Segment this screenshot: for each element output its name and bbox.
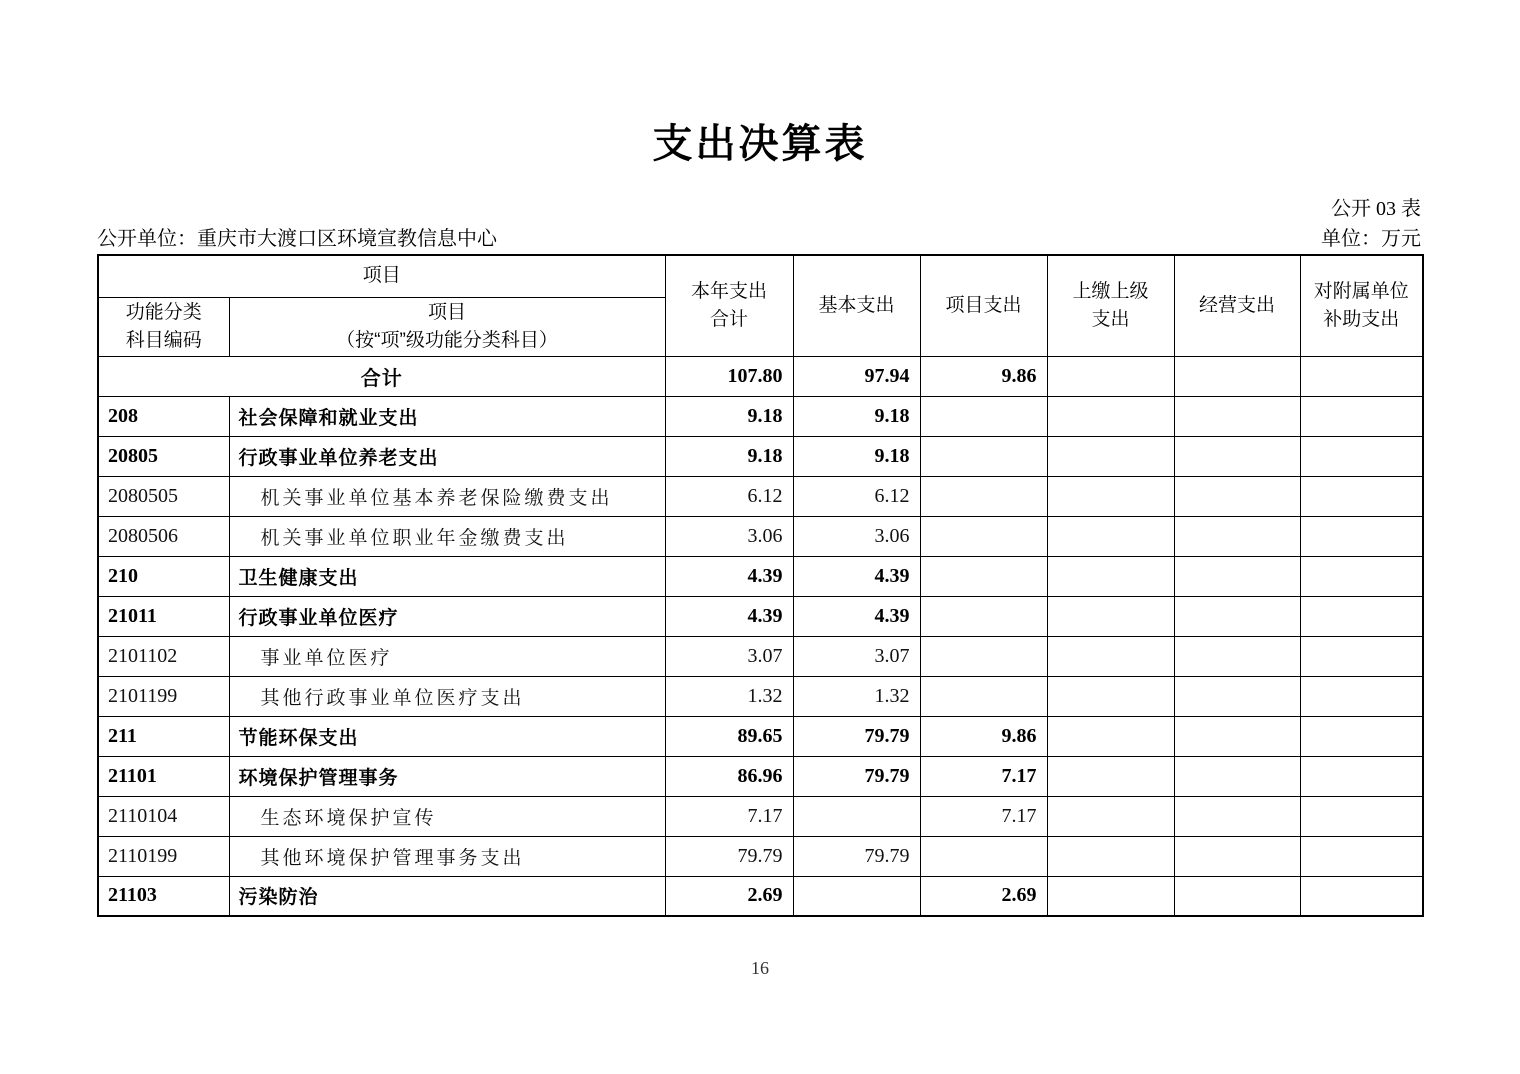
row-name: 行政事业单位医疗	[229, 596, 665, 636]
row-upper-value	[1047, 716, 1174, 756]
total-row-operating	[1174, 356, 1300, 396]
row-subsidy-value	[1300, 876, 1423, 916]
row-project-value	[920, 676, 1047, 716]
row-subsidy-value	[1300, 476, 1423, 516]
row-total-value: 4.39	[665, 596, 793, 636]
row-project-value	[920, 396, 1047, 436]
row-total-value: 9.18	[665, 436, 793, 476]
table-row	[98, 636, 1423, 676]
header-project-expenditure: 项目支出	[920, 255, 1047, 356]
row-basic-value: 9.18	[793, 396, 920, 436]
row-name: 社会保障和就业支出	[229, 396, 665, 436]
row-total-value: 6.12	[665, 476, 793, 516]
publishing-unit-label: 公开单位：重庆市大渡口区环境宣教信息中心	[97, 228, 497, 250]
row-basic-value: 6.12	[793, 476, 920, 516]
row-name: 机关事业单位基本养老保险缴费支出	[229, 476, 665, 516]
row-operating-value	[1174, 716, 1300, 756]
row-basic-value: 79.79	[793, 756, 920, 796]
total-row-basic: 97.94	[793, 356, 920, 396]
total-row	[98, 356, 1423, 396]
row-total-value: 4.39	[665, 556, 793, 596]
row-upper-value	[1047, 436, 1174, 476]
row-name: 行政事业单位养老支出	[229, 436, 665, 476]
row-code: 208	[98, 396, 229, 436]
header-line: 项目	[428, 301, 467, 323]
row-name: 生态环境保护宣传	[229, 796, 665, 836]
row-upper-value	[1047, 596, 1174, 636]
row-basic-value: 1.32	[793, 676, 920, 716]
row-name: 事业单位医疗	[229, 636, 665, 676]
row-operating-value	[1174, 436, 1300, 476]
header-line: （按“项”级功能分类科目）	[336, 329, 558, 351]
row-operating-value	[1174, 476, 1300, 516]
row-subsidy-value	[1300, 396, 1423, 436]
row-basic-value: 79.79	[793, 716, 920, 756]
total-row-subsidy	[1300, 356, 1423, 396]
table-row	[98, 556, 1423, 596]
row-code: 2110104	[98, 796, 229, 836]
header-line: 科目编码	[125, 329, 202, 351]
header-line: 对附属单位	[1313, 281, 1409, 303]
row-project-value	[920, 556, 1047, 596]
row-basic-value	[793, 876, 920, 916]
row-total-value: 3.06	[665, 516, 793, 556]
table-row	[98, 676, 1423, 716]
page-title: 支出决算表	[652, 122, 868, 166]
table-row	[98, 716, 1423, 756]
row-code: 2101199	[98, 676, 229, 716]
row-code: 2101102	[98, 636, 229, 676]
row-code: 21103	[98, 876, 229, 916]
row-name: 污染防治	[229, 876, 665, 916]
row-subsidy-value	[1300, 436, 1423, 476]
row-project-value	[920, 516, 1047, 556]
table-code-label: 公开 03 表	[1331, 198, 1421, 220]
row-operating-value	[1174, 636, 1300, 676]
total-row-project: 9.86	[920, 356, 1047, 396]
row-code: 2080505	[98, 476, 229, 516]
row-project-value: 7.17	[920, 756, 1047, 796]
header-project-group: 项目	[98, 255, 665, 297]
row-name: 环境保护管理事务	[229, 756, 665, 796]
header-total-expenditure	[665, 255, 793, 356]
table-row	[98, 516, 1423, 556]
row-basic-value	[793, 796, 920, 836]
row-name: 卫生健康支出	[229, 556, 665, 596]
row-code: 210	[98, 556, 229, 596]
row-total-value: 1.32	[665, 676, 793, 716]
row-code: 2080506	[98, 516, 229, 556]
table-row	[98, 476, 1423, 516]
table-row	[98, 756, 1423, 796]
header-basic-expenditure: 基本支出	[793, 255, 920, 356]
row-operating-value	[1174, 596, 1300, 636]
row-name: 节能环保支出	[229, 716, 665, 756]
row-basic-value: 79.79	[793, 836, 920, 876]
row-subsidy-value	[1300, 716, 1423, 756]
row-code: 211	[98, 716, 229, 756]
row-project-value	[920, 476, 1047, 516]
row-upper-value	[1047, 636, 1174, 676]
row-operating-value	[1174, 556, 1300, 596]
row-project-value: 7.17	[920, 796, 1047, 836]
row-code: 21101	[98, 756, 229, 796]
total-row-upper	[1047, 356, 1174, 396]
table-row	[98, 396, 1423, 436]
row-total-value: 7.17	[665, 796, 793, 836]
row-upper-value	[1047, 516, 1174, 556]
row-subsidy-value	[1300, 516, 1423, 556]
row-total-value: 86.96	[665, 756, 793, 796]
row-subsidy-value	[1300, 836, 1423, 876]
unit-of-measure-label: 单位：万元	[1321, 228, 1421, 250]
row-basic-value: 4.39	[793, 596, 920, 636]
row-operating-value	[1174, 396, 1300, 436]
row-basic-value: 9.18	[793, 436, 920, 476]
row-total-value: 89.65	[665, 716, 793, 756]
row-project-value: 2.69	[920, 876, 1047, 916]
row-subsidy-value	[1300, 636, 1423, 676]
row-basic-value: 4.39	[793, 556, 920, 596]
header-subsidy-expenditure	[1300, 255, 1423, 356]
row-total-value: 3.07	[665, 636, 793, 676]
row-name: 机关事业单位职业年金缴费支出	[229, 516, 665, 556]
row-basic-value: 3.06	[793, 516, 920, 556]
header-line: 支出	[1091, 308, 1130, 330]
header-line: 上缴上级	[1072, 281, 1149, 303]
row-upper-value	[1047, 756, 1174, 796]
row-operating-value	[1174, 756, 1300, 796]
row-project-value: 9.86	[920, 716, 1047, 756]
header-function-code	[98, 297, 229, 356]
row-operating-value	[1174, 796, 1300, 836]
total-row-label: 合计	[98, 356, 665, 396]
row-code: 2110199	[98, 836, 229, 876]
table-row	[98, 796, 1423, 836]
row-operating-value	[1174, 836, 1300, 876]
row-upper-value	[1047, 796, 1174, 836]
row-project-value	[920, 836, 1047, 876]
row-code: 21011	[98, 596, 229, 636]
table-row	[98, 596, 1423, 636]
header-upper-level-expenditure	[1047, 255, 1174, 356]
table-row	[98, 436, 1423, 476]
row-project-value	[920, 436, 1047, 476]
row-upper-value	[1047, 556, 1174, 596]
meta-line	[97, 222, 1421, 251]
row-upper-value	[1047, 396, 1174, 436]
row-name: 其他环境保护管理事务支出	[229, 836, 665, 876]
total-row-total: 107.80	[665, 356, 793, 396]
table-row	[98, 836, 1423, 876]
row-subsidy-value	[1300, 676, 1423, 716]
expenditure-table	[97, 254, 1424, 917]
header-operating-expenditure: 经营支出	[1174, 255, 1300, 356]
row-subsidy-value	[1300, 756, 1423, 796]
header-line: 本年支出	[691, 281, 768, 303]
page-number: 16	[751, 958, 769, 978]
row-subsidy-value	[1300, 796, 1423, 836]
table-row	[98, 876, 1423, 916]
row-basic-value: 3.07	[793, 636, 920, 676]
row-upper-value	[1047, 876, 1174, 916]
row-operating-value	[1174, 516, 1300, 556]
row-total-value: 2.69	[665, 876, 793, 916]
row-subsidy-value	[1300, 556, 1423, 596]
row-total-value: 79.79	[665, 836, 793, 876]
row-total-value: 9.18	[665, 396, 793, 436]
row-name: 其他行政事业单位医疗支出	[229, 676, 665, 716]
row-project-value	[920, 596, 1047, 636]
row-upper-value	[1047, 836, 1174, 876]
header-item-name	[229, 297, 665, 356]
row-operating-value	[1174, 876, 1300, 916]
header-line: 补助支出	[1323, 308, 1400, 330]
row-code: 20805	[98, 436, 229, 476]
row-operating-value	[1174, 676, 1300, 716]
row-upper-value	[1047, 476, 1174, 516]
row-project-value	[920, 636, 1047, 676]
row-upper-value	[1047, 676, 1174, 716]
header-line: 合计	[710, 308, 749, 330]
row-subsidy-value	[1300, 596, 1423, 636]
header-line: 功能分类	[125, 301, 202, 323]
